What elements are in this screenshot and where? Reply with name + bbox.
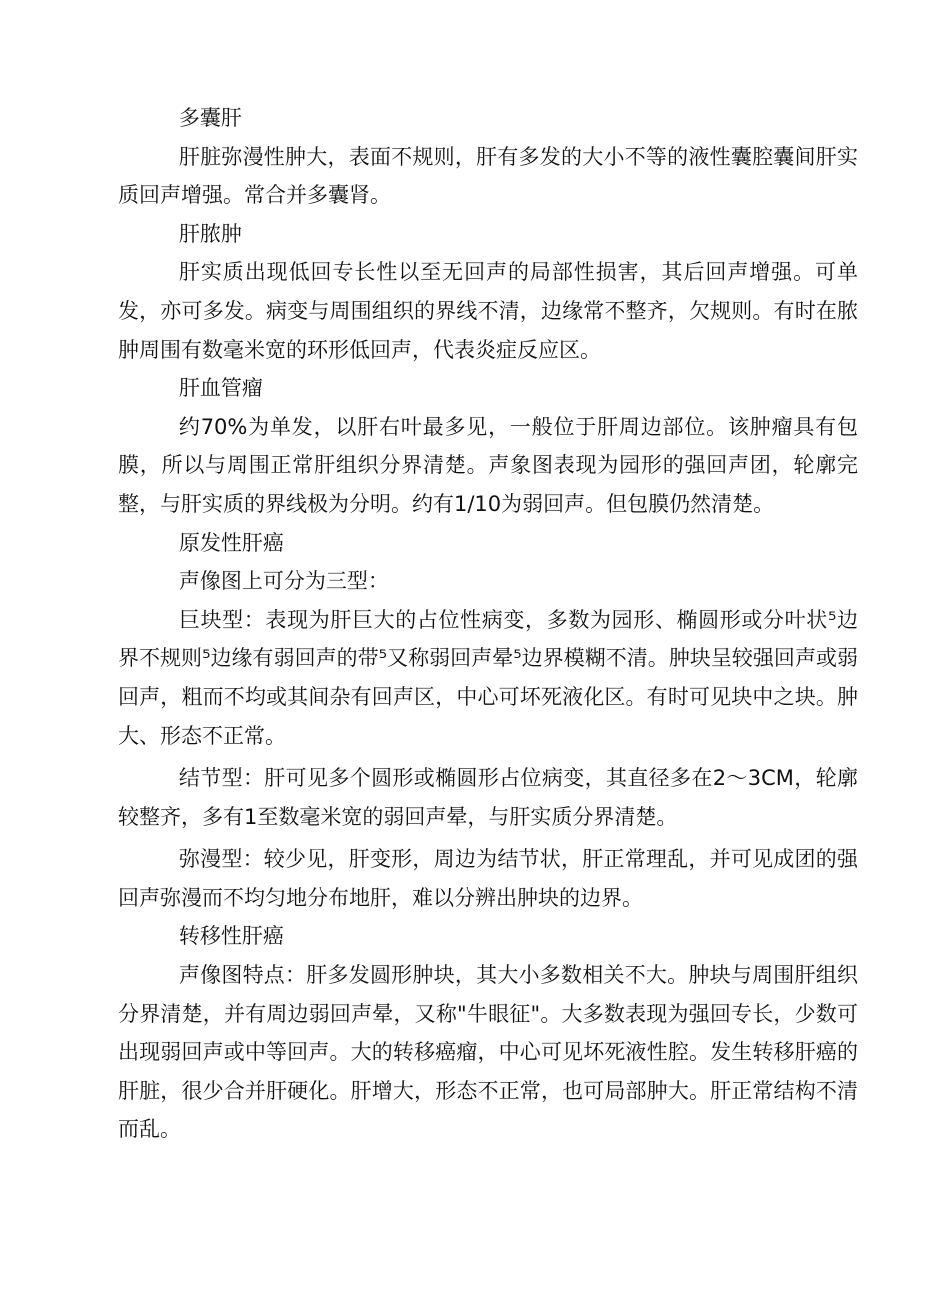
paragraph-liver-abscess: 肝实质出现低回专长性以至无回声的局部性损害，其后回声增强。可单发，亦可多发。病变与周围组织的界线不清，边缘常不整齐，欠规则。有时在脓肿周围有数毫米宽的环形低回声，代表炎症反应区。 (118, 260, 858, 362)
paragraph-sonogram-types-intro: 声像图上可分为三型： (178, 569, 389, 594)
paragraph-metastatic-liver-cancer: 声像图特点：肝多发圆形肿块，其大小多数相关不大。肿块与周围肝组织分界清楚，并有周边弱回声晕，又称"牛眼征"。大多数表现为强回专长，少数可出现弱回声或中等回声。大的转移癌瘤，中心可见坏死液性腔。发生转移肝癌的肝脏，很少合并肝硬化。肝增大，形态不正常，也可局部肿大。肝正常结构不清而乱。 (118, 963, 858, 1142)
section-heading-hemangioma: 肝血管瘤 (178, 376, 263, 401)
section-heading-polycystic-liver: 多囊肝 (178, 106, 242, 130)
paragraph-hemangioma: 约70%为单发，以肝右叶最多见，一般位于肝周边部位。该肿瘤具有包膜，所以与周围正常肝组织分界清楚。声象图表现为园形的强回声团，轮廓完整，与肝实质的界线极为分明。约有1/10为弱回声。但包膜仍然清楚。 (118, 414, 858, 516)
document-body (118, 99, 858, 1149)
paragraph-massive-type: 巨块型：表现为肝巨大的占位性病变，多数为园形、椭圆形或分叶状⁵边界不规则⁵边缘有弱回声的带⁵又称弱回声晕⁵边界模糊不清。肿块呈较强回声或弱回声，粗而不均或其间杂有回声区，中心可坏死液化区。有时可见块中之块。肿大、形态不正常。 (118, 607, 858, 748)
paragraph-nodular-type: 结节型：肝可见多个圆形或椭圆形占位病变，其直径多在2〜3CM，轮廓较整齐，多有1至数毫米宽的弱回声晕，与肝实质分界清楚。 (118, 766, 858, 829)
paragraph-diffuse-type: 弥漫型：较少见，肝变形，周边为结节状，肝正常理乱，并可见成团的强回声弥漫而不均匀地分布地肝，难以分辨出肿块的边界。 (118, 847, 858, 910)
paragraph-polycystic-liver: 肝脏弥漫性肿大，表面不规则，肝有多发的大小不等的液性囊腔囊间肝实质回声增强。常合并多囊肾。 (118, 144, 858, 208)
section-heading-liver-abscess: 肝脓肿 (178, 221, 242, 246)
section-heading-metastatic-liver-cancer: 转移性肝癌 (178, 924, 284, 949)
section-heading-primary-liver-cancer: 原发性肝癌 (178, 530, 284, 555)
